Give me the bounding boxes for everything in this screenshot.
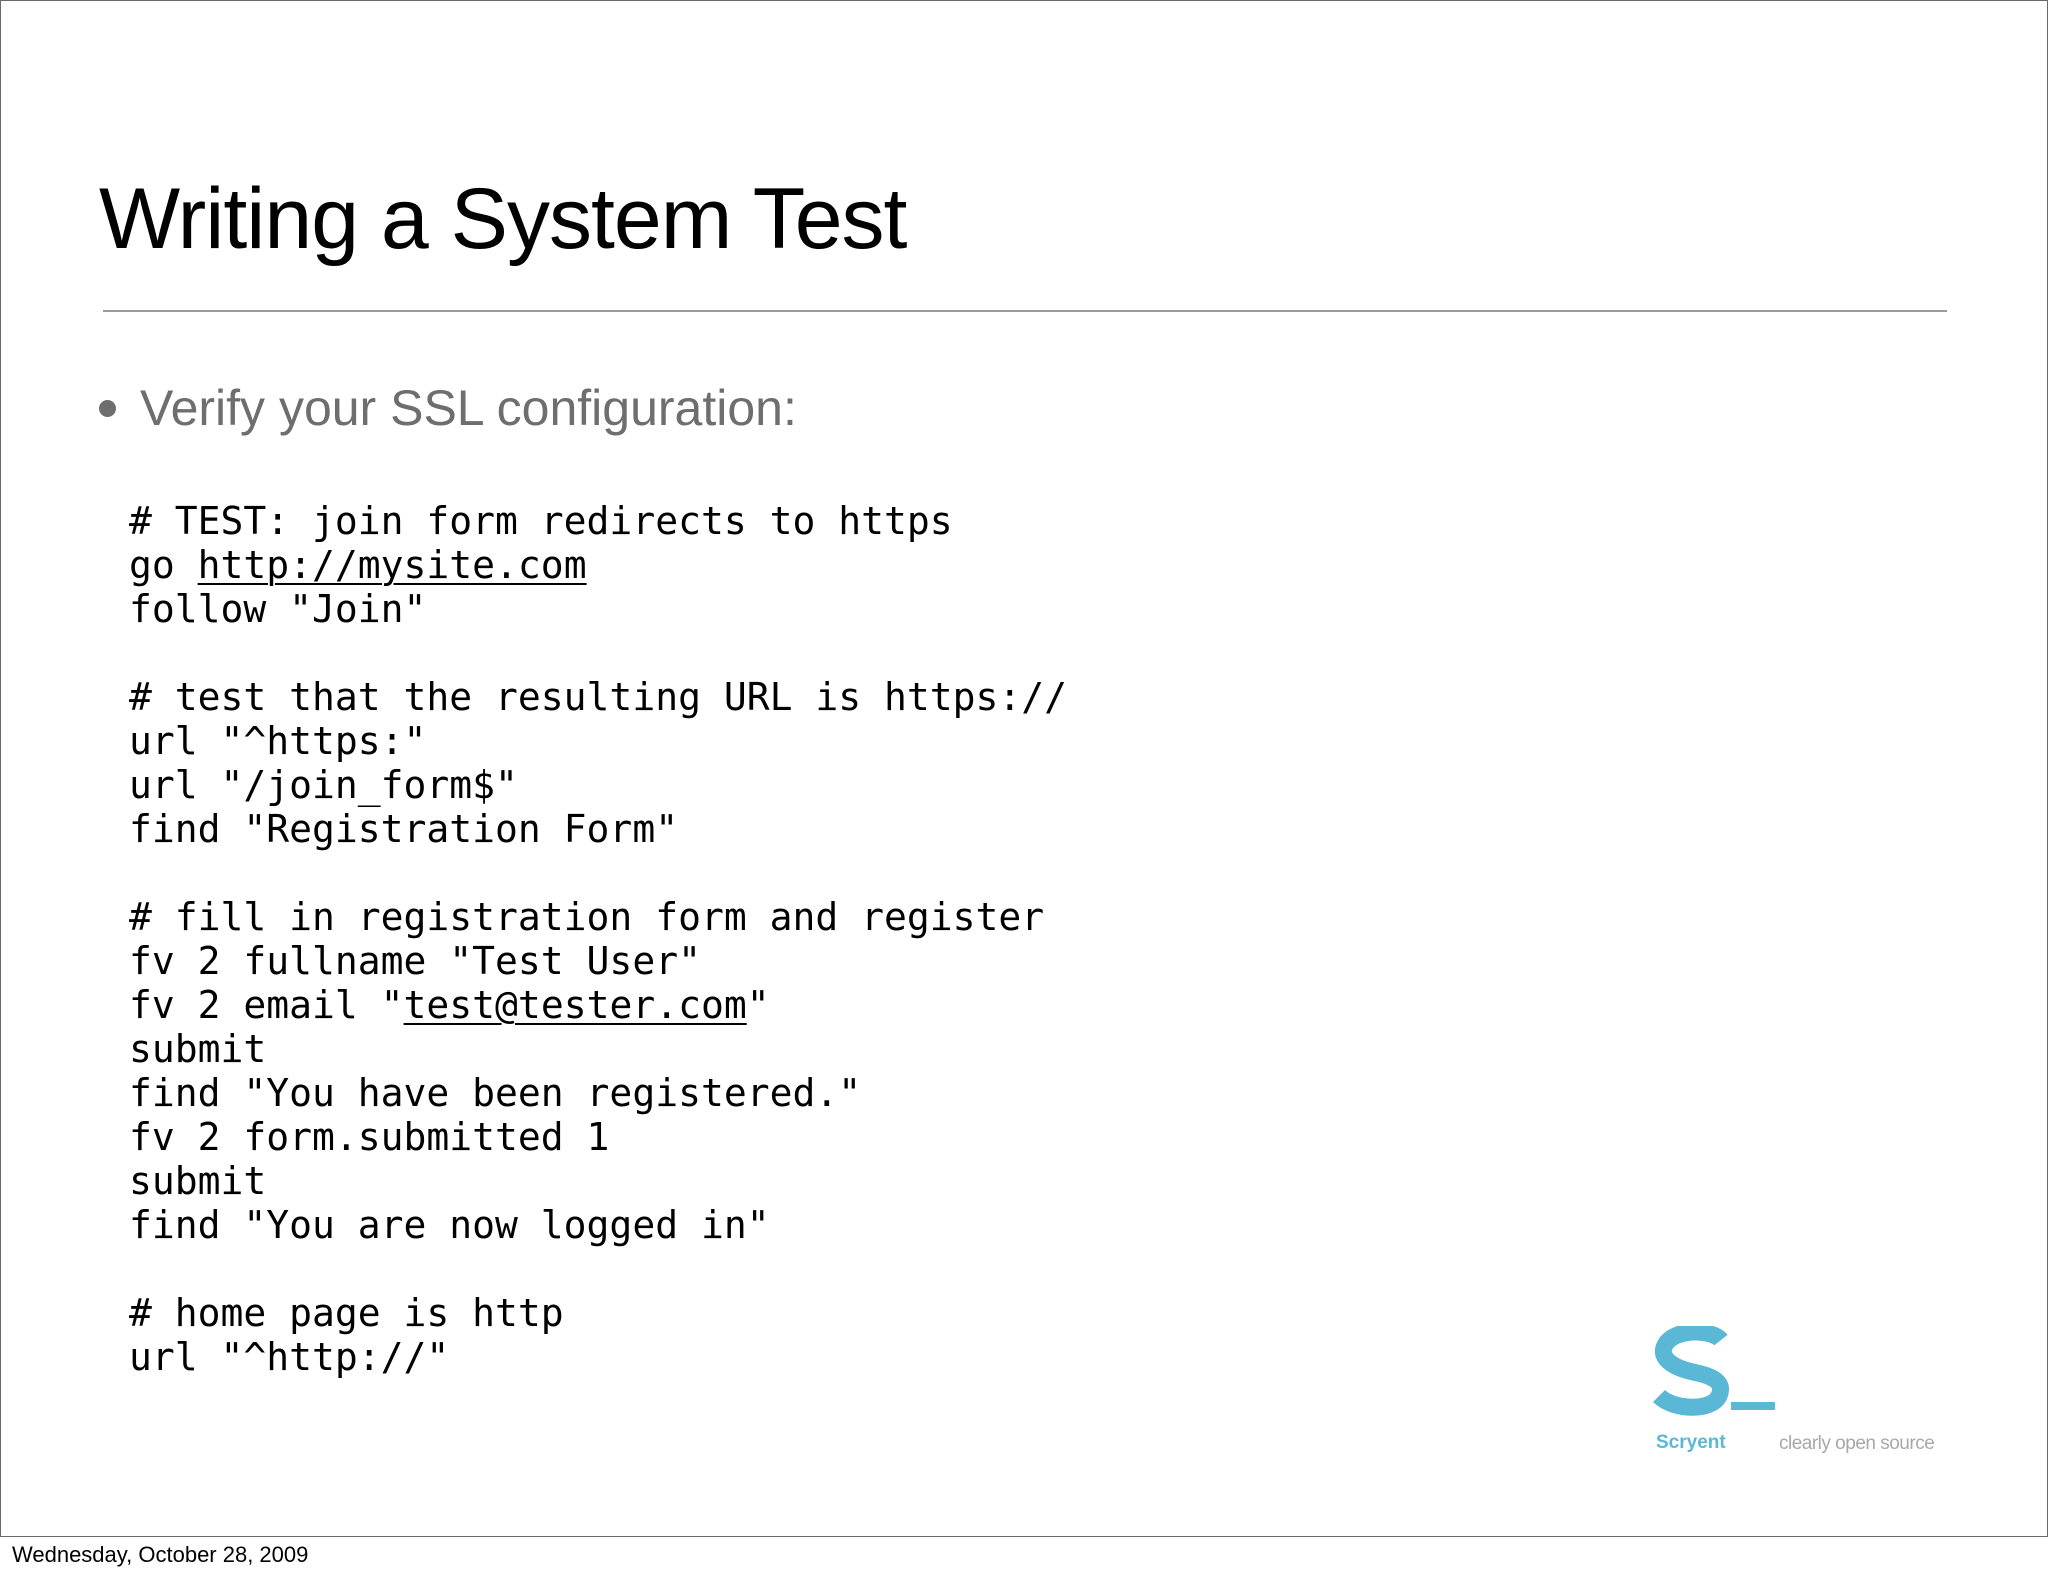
code-line [129,1027,1067,1071]
code-text: find "You have been registered." [129,1071,862,1115]
code-line [129,1159,1067,1203]
code-line [129,1335,1067,1379]
code-line [129,499,1067,543]
code-text: # TEST: join form redirects to https [129,499,953,543]
code-line [129,1247,1067,1291]
code-line [129,719,1067,763]
code-text: url "^https:" [129,719,427,763]
code-text: find "Registration Form" [129,807,679,851]
code-line [129,1071,1067,1115]
code-text: follow "Join" [129,587,427,631]
code-link[interactable]: http://mysite.com [197,543,587,587]
title-divider [103,310,1947,312]
code-line [129,939,1067,983]
bullet-item [99,376,797,440]
code-text: # test that the resulting URL is https:// [129,675,1067,719]
code-line [129,543,1067,587]
code-line [129,1115,1067,1159]
scryent-s-logo-icon [1651,1326,1791,1416]
bullet-dot-icon [99,400,116,417]
code-text: submit [129,1027,267,1071]
code-text: fv 2 email " [129,983,404,1027]
date-footer: Wednesday, October 28, 2009 [12,1542,309,1567]
code-line [129,1203,1067,1247]
code-line [129,1291,1067,1335]
code-text: go [129,543,198,587]
code-text: fv 2 form.submitted 1 [129,1115,610,1159]
code-text: url "^http://" [129,1335,450,1379]
code-text: url "/join_form$" [129,763,518,807]
code-line [129,983,1067,1027]
code-block [129,499,1067,1379]
code-line [129,631,1067,675]
code-line [129,763,1067,807]
code-line [129,895,1067,939]
code-text: # home page is http [129,1291,564,1335]
code-text: fv 2 fullname "Test User" [129,939,701,983]
code-line [129,807,1067,851]
code-link[interactable]: test@tester.com [403,983,747,1027]
code-text: # fill in registration form and register [129,895,1045,939]
scryent-logo [1651,1326,1951,1456]
bullet-text: Verify your SSL configuration: [140,380,797,436]
logo-company-name: Scryent [1656,1432,1726,1453]
logo-tagline: clearly open source [1779,1433,1935,1454]
code-line [129,587,1067,631]
slide-title: Writing a System Test [99,171,907,267]
code-text: " [746,983,770,1027]
code-text: find "You are now logged in" [129,1203,770,1247]
code-line [129,851,1067,895]
code-text: submit [129,1159,267,1203]
code-line [129,675,1067,719]
